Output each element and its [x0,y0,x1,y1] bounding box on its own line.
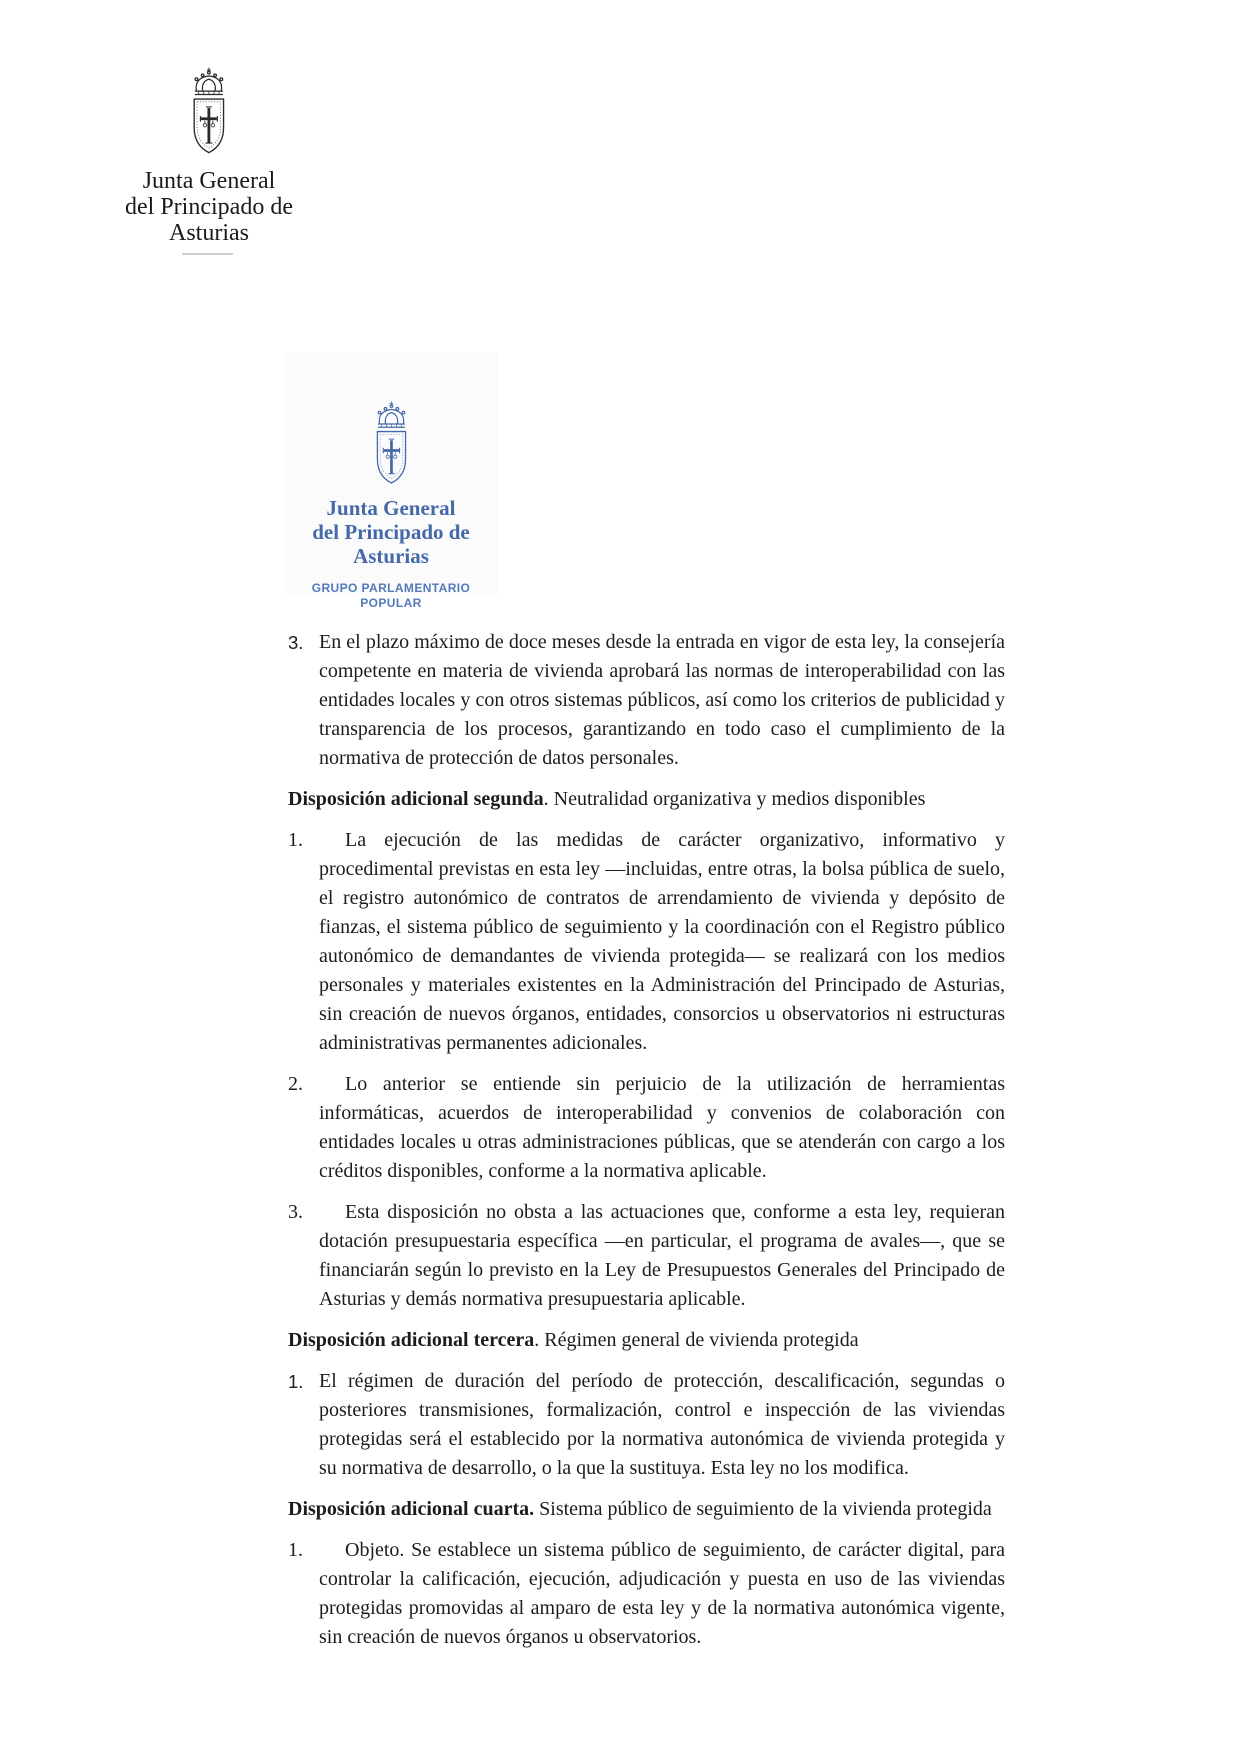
letterhead-org-name-line2: del Principado de Asturias [125,194,293,246]
paragraph-text: El régimen de duración del período de protección, descalificación, segundas o posteriores transmisiones, formalización, control e inspección de las viviendas protegidas será el establecido por la normativa autonómica de vivienda protegida y su normativa de desarrollo, o la que la sustituya. Esta ley no los modifica. [319,1370,1005,1479]
numbered-paragraph [288,1536,1005,1652]
paragraph-text: En el plazo máximo de doce meses desde la entrada en vigor de esta ley, la consejería competente en materia de vivienda aprobará las normas de interoperabilidad con las entidades locales y con otros sistemas públicos, así como los criterios de publicidad y transparencia de los procesos, garantizando en todo caso el cumplimiento de la normativa de protección de datos personales. [319,631,1005,769]
paragraph-text: Esta disposición no obsta a las actuaciones que, conforme a esta ley, requieran dotación presupuestaria específica —en particular, el programa de avales—, que se financiarán según lo previsto en la Ley de Presupuestos Generales del Principado de Asturias y demás normativa presupuestaria aplicable. [319,1201,1005,1310]
parliamentary-group-stamp [284,352,498,610]
paragraph-number: 1. [288,1371,304,1392]
section-heading-title: Disposición adicional cuarta. [288,1498,535,1520]
document-body [288,628,1005,1664]
numbered-paragraph [288,628,1005,773]
section-heading-subtitle: . Régimen general de vivienda protegida [534,1329,859,1351]
section-heading-subtitle: . Neutralidad organizativa y medios disponibles [543,788,926,810]
paragraph-text: La ejecución de las medidas de carácter organizativo, informativo y procedimental previstas en esta ley —incluidas, entre otras, la bolsa pública de suelo, el registro autonómico de contratos de arrendamiento de vivienda y depósito de fianzas, el sistema público de seguimiento y la coordinación con el Registro público autonómico de demandantes de vivienda protegida— se realizará con los medios personales y materiales existentes en la Administración del Principado de Asturias, sin creación de nuevos órganos, entidades, consorcios u observatorios ni estructuras administrativas permanentes adicionales. [319,829,1005,1054]
letterhead [86,64,332,246]
section-heading [288,1495,1005,1524]
paragraph-text: Objeto. Se establece un sistema público de seguimiento, de carácter digital, para controlar la calificación, ejecución, adjudicación y puesta en uso de las viviendas protegidas promovidas al amparo de esta ley y de la normativa autonómica vigente, sin creación de nuevos órganos u observatorios. [319,1539,1005,1648]
numbered-paragraph [288,1198,1005,1314]
group-org-name-line2: del Principado de Asturias [312,520,470,568]
numbered-paragraph [288,826,1005,1058]
group-name-line2: POPULAR [360,596,422,610]
paragraph-text: Lo anterior se entiende sin perjuicio de la utilización de herramientas informáticas, acuerdos de interoperabilidad y convenios de colaboración con entidades locales u otras administraciones públicas, que se atenderán con cargo a los créditos disponibles, conforme a la normativa aplicable. [319,1073,1005,1182]
numbered-paragraph [288,1070,1005,1186]
letterhead-org-name-line1: Junta General [142,168,276,194]
paragraph-number: 1. [288,829,303,851]
paragraph-number: 1. [288,1539,303,1561]
letterhead-divider [182,253,233,255]
asturias-coat-of-arms-icon [175,64,243,160]
asturias-coat-of-arms-icon [359,398,424,490]
group-name-line1: GRUPO PARLAMENTARIO [311,581,471,595]
group-org-name-line1: Junta General [326,496,456,520]
paragraph-number: 2. [288,1073,303,1095]
paragraph-number: 3. [288,1201,303,1223]
section-heading-subtitle: Sistema público de seguimiento de la vivienda protegida [534,1498,992,1520]
paragraph-number: 3. [288,632,304,653]
section-heading [288,1326,1005,1355]
numbered-paragraph [288,1367,1005,1483]
section-heading [288,785,1005,814]
section-heading-title: Disposición adicional segunda [288,788,544,810]
section-heading-title: Disposición adicional tercera [288,1329,535,1351]
